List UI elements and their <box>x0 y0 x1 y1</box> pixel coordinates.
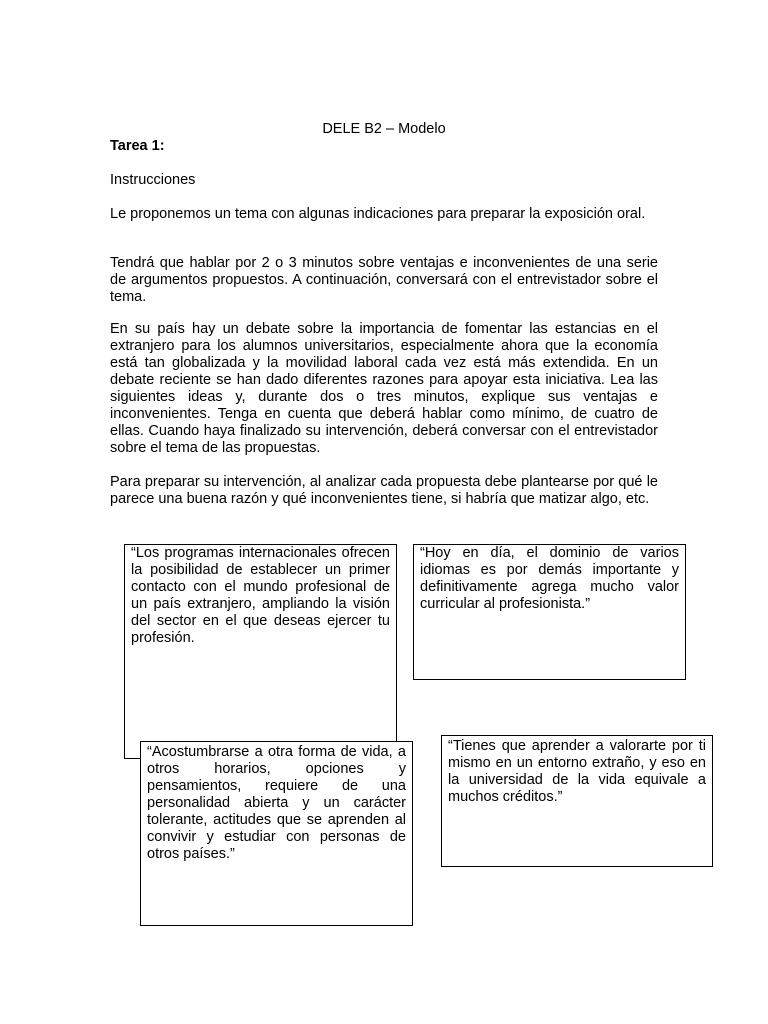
quote-text: “Acostumbrarse a otra forma de vida, a otros horarios, opciones y pensamientos, requiere de una personalidad abierta y un carácter tolerante, actitudes que se aprenden al convivir y estudiar con personas de otros países.” <box>147 744 406 862</box>
intro-paragraph: Le proponemos un tema con algunas indicaciones para preparar la exposición oral. <box>110 206 646 222</box>
quote-box-languages <box>413 544 686 680</box>
quote-box-self-worth <box>441 735 713 867</box>
time-paragraph: Tendrá que hablar por 2 o 3 minutos sobre ventajas e inconvenientes de una serie de argumentos propuestos. A continuación, conversará con el entrevistador sobre el tema. <box>110 255 658 305</box>
quote-box-international-programs <box>124 544 397 759</box>
context-paragraph: En su país hay un debate sobre la importancia de fomentar las estancias en el extranjero para los alumnos universitarios, especialmente ahora que la economía está tan globalizada y la movilidad laboral cada vez está más extendida. En un debate reciente se han dado diferentes razones para apoyar esta iniciativa. Lea las siguientes ideas y, durante dos o tres minutos, explique sus ventajas e inconvenientes. Tenga en cuenta que deberá hablar como mínimo, de cuatro de ellas. Cuando haya finalizado su intervención, deberá conversar con el entrevistador sobre el tema de las propuestas. <box>110 321 658 456</box>
quote-text: “Hoy en día, el dominio de varios idiomas es por demás importante y definitivamente agrega mucho valor curricular al profesionista.” <box>420 545 679 612</box>
preparation-paragraph: Para preparar su intervención, al analizar cada propuesta debe plantearse por qué le parece una buena razón y qué inconvenientes tiene, si habría que matizar algo, etc. <box>110 474 658 507</box>
quote-text: “Tienes que aprender a valorarte por ti mismo en un entorno extraño, y eso en la universidad de la vida equivale a muchos créditos.” <box>448 738 706 805</box>
document-title: DELE B2 – Modelo <box>322 121 446 137</box>
task-heading: Tarea 1: <box>110 138 165 154</box>
quote-box-lifestyle <box>140 741 413 926</box>
quote-text: “Los programas internacionales ofrecen la posibilidad de establecer un primer contacto con el mundo profesional de un país extranjero, ampliando la visión del sector en el que deseas ejercer tu profesión. <box>131 545 390 646</box>
instructions-label: Instrucciones <box>110 172 196 188</box>
